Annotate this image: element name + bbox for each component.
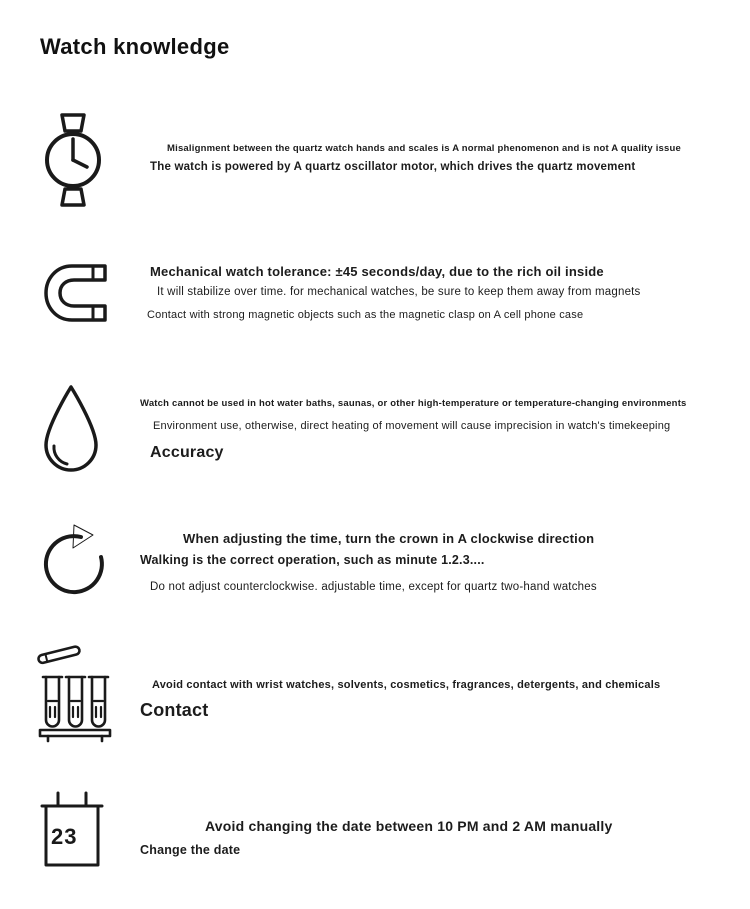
info-line: Change the date bbox=[140, 843, 241, 857]
watch-icon bbox=[42, 112, 104, 210]
calendar-icon bbox=[40, 788, 104, 868]
water-drop-icon bbox=[40, 383, 102, 478]
info-line: Do not adjust counterclockwise. adjustable time, except for quartz two-hand watches bbox=[150, 581, 597, 593]
info-line: Misalignment between the quartz watch hands and scales is A normal phenomenon and is not A quality issue bbox=[167, 143, 682, 154]
info-line: Contact bbox=[140, 700, 209, 720]
info-line: Accuracy bbox=[150, 444, 224, 461]
info-line: Walking is the correct operation, such as minute 1.2.3.... bbox=[140, 553, 485, 567]
info-line: The watch is powered by A quartz oscillator motor, which drives the quartz movement bbox=[150, 161, 636, 173]
page-title: Watch knowledge bbox=[40, 34, 230, 59]
info-line: When adjusting the time, turn the crown in A clockwise direction bbox=[183, 531, 595, 546]
magnet-icon bbox=[42, 262, 108, 324]
info-line: Watch cannot be used in hot water baths, saunas, or other high-temperature or temperature-changing environments bbox=[140, 398, 687, 409]
clockwise-arrow-icon bbox=[40, 520, 108, 600]
info-line: It will stabilize over time. for mechanical watches, be sure to keep them away from magnets bbox=[157, 286, 641, 298]
info-line: Contact with strong magnetic objects such as the magnetic clasp on A cell phone case bbox=[147, 309, 584, 321]
chemicals-icon bbox=[36, 643, 114, 743]
calendar-day-number: 23 bbox=[51, 824, 78, 849]
info-line: Avoid changing the date between 10 PM and 2 AM manually bbox=[205, 818, 613, 834]
info-line: Mechanical watch tolerance: ±45 seconds/day, due to the rich oil inside bbox=[150, 264, 604, 279]
info-line: Environment use, otherwise, direct heating of movement will cause imprecision in watch's timekeeping bbox=[153, 420, 671, 432]
info-line: Avoid contact with wrist watches, solvents, cosmetics, fragrances, detergents, and chemicals bbox=[152, 679, 661, 691]
